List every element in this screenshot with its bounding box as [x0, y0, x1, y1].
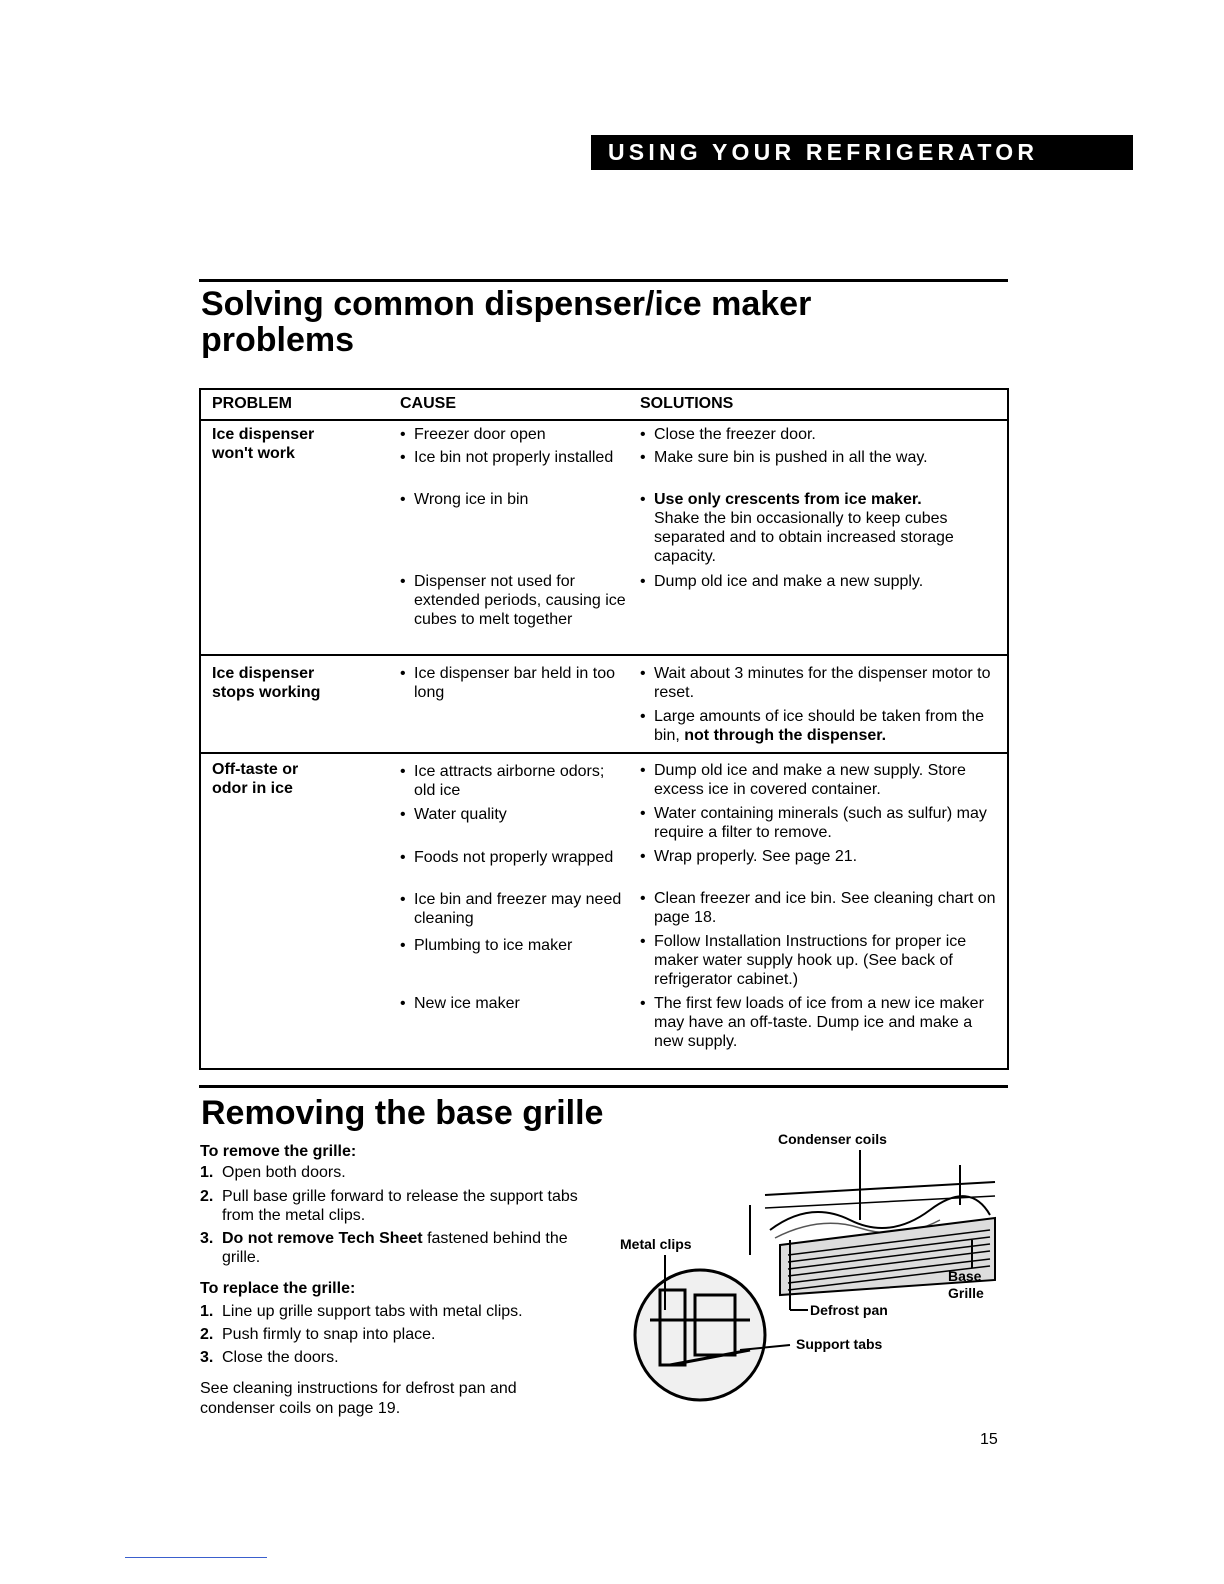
column-header-solutions: SOLUTIONS	[640, 395, 734, 412]
cause-item: • Freezer door open	[400, 425, 628, 444]
solution-item: • Close the freezer door.	[640, 425, 996, 444]
step-number: 1.	[200, 1164, 214, 1181]
table-row-divider	[199, 654, 1009, 656]
cause-item: • New ice maker	[400, 994, 628, 1013]
column-header-problem: PROBLEM	[212, 395, 292, 412]
title-rule	[199, 279, 1008, 282]
remove-step	[200, 1229, 590, 1267]
cause-item: • Plumbing to ice maker	[400, 936, 628, 955]
step-number: 2.	[200, 1326, 214, 1343]
label-defrost-pan: Defrost pan	[810, 1302, 888, 1318]
solution-item: • Clean freezer and ice bin. See cleaning chart on page 18.	[640, 889, 996, 927]
solution-item: • Dump old ice and make a new supply. Store excess ice in covered container.	[640, 761, 996, 799]
section-rule	[199, 1085, 1008, 1088]
step-number: 3.	[200, 1349, 214, 1366]
table-row-divider	[199, 752, 1009, 754]
label-base: Base	[948, 1268, 982, 1284]
solution-item	[640, 707, 996, 745]
step-text: Line up grille support tabs with metal clips.	[222, 1303, 523, 1320]
solution-item: • Make sure bin is pushed in all the way.	[640, 448, 996, 467]
step-number: 3.	[200, 1230, 214, 1247]
cause-item: • Ice bin and freezer may need cleaning	[400, 890, 628, 928]
step-emphasis: Do not remove Tech Sheet	[222, 1230, 423, 1247]
solution-item: • Water containing minerals (such as sulfur) may require a filter to remove.	[640, 804, 996, 842]
label-condenser-coils: Condenser coils	[778, 1131, 887, 1147]
problem-cell: Ice dispenser stops working	[212, 665, 321, 701]
solution-text: Shake the bin occasionally to keep cubes separated and to obtain increased storage capacity.	[654, 510, 954, 565]
cause-item: • Ice bin not properly installed	[400, 448, 628, 467]
step-text: Pull base grille forward to release the support tabs from the metal clips.	[222, 1188, 578, 1224]
problem-cell: Ice dispenser won't work	[212, 426, 315, 462]
cleaning-note: See cleaning instructions for defrost pan and condenser coils on page 19.	[200, 1380, 517, 1417]
cause-item: • Ice dispenser bar held in too long	[400, 664, 628, 702]
replace-step	[200, 1348, 590, 1367]
page-title: Solving common dispenser/ice maker problems	[201, 285, 812, 359]
solution-item: • Follow Installation Instructions for proper ice maker water supply hook up. (See back of refrigerator cabinet.)	[640, 932, 996, 989]
solution-emphasis: Use only crescents from ice maker.	[654, 491, 922, 508]
solution-text: Large amounts of ice should be taken from the bin,	[654, 708, 984, 744]
remove-step	[200, 1163, 590, 1182]
cause-item: • Water quality	[400, 805, 628, 824]
label-grille: Grille	[948, 1285, 984, 1301]
solution-item	[640, 490, 996, 566]
step-number: 1.	[200, 1303, 214, 1320]
label-metal-clips: Metal clips	[620, 1236, 692, 1252]
section-banner: USING YOUR REFRIGERATOR	[591, 135, 1133, 170]
table-header-divider	[199, 419, 1009, 421]
solution-item: • The first few loads of ice from a new ice maker may have an off-taste. Dump ice and make a new supply.	[640, 994, 996, 1051]
replace-step	[200, 1325, 590, 1344]
cause-item: • Wrong ice in bin	[400, 490, 628, 509]
solution-item: • Dump old ice and make a new supply.	[640, 572, 996, 591]
step-text: Open both doors.	[222, 1164, 346, 1181]
column-header-cause: CAUSE	[400, 395, 457, 412]
cause-item: • Dispenser not used for extended periods, causing ice cubes to melt together	[400, 572, 628, 629]
label-support-tabs: Support tabs	[796, 1336, 883, 1352]
problem-cell: Off-taste or odor in ice	[212, 761, 299, 797]
cause-item: • Foods not properly wrapped	[400, 848, 628, 867]
step-text: Push firmly to snap into place.	[222, 1326, 436, 1343]
page-number: 15	[980, 1431, 998, 1448]
solution-item: • Wrap properly. See page 21.	[640, 847, 996, 866]
solution-emphasis: not through the dispenser.	[684, 727, 887, 744]
step-text: fastened behind the grille.	[222, 1230, 568, 1266]
section-title: Removing the base grille	[201, 1094, 604, 1132]
replace-heading: To replace the grille:	[200, 1280, 356, 1297]
remove-step	[200, 1187, 590, 1225]
remove-heading: To remove the grille:	[200, 1143, 357, 1160]
step-text: Close the doors.	[222, 1349, 339, 1366]
cause-item: • Ice attracts airborne odors; old ice	[400, 762, 628, 800]
replace-step	[200, 1302, 590, 1321]
solution-item: • Wait about 3 minutes for the dispenser motor to reset.	[640, 664, 996, 702]
magnified-view	[635, 1270, 765, 1400]
footer-line	[125, 1557, 267, 1558]
step-number: 2.	[200, 1188, 214, 1205]
